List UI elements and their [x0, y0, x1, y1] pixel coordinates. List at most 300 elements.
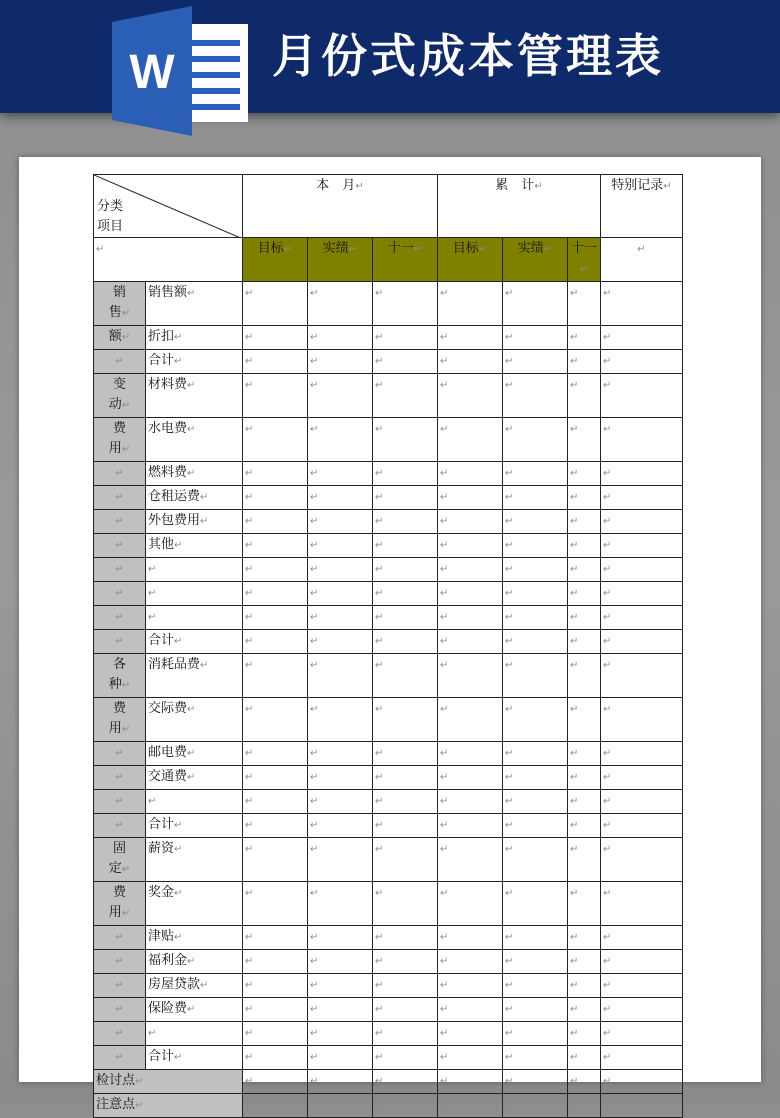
fixed-1-value-cell[interactable]: ↵: [601, 882, 683, 926]
sales-0-value-cell[interactable]: ↵: [568, 282, 601, 326]
table-row: [94, 350, 683, 374]
sales-2-value-cell[interactable]: ↵: [601, 350, 683, 374]
table-row: [94, 418, 683, 462]
variable-6-value-cell[interactable]: ↵: [373, 558, 438, 582]
item-label: 邮电费↵: [146, 742, 243, 766]
variable-7-value-cell[interactable]: ↵: [373, 582, 438, 606]
item-label: ↵: [146, 558, 243, 582]
category-cell: ↵: [94, 486, 146, 510]
variable-4-value-cell[interactable]: ↵: [503, 510, 568, 534]
variable-9-value-cell[interactable]: ↵: [243, 630, 308, 654]
category-cell: 费 用↵: [94, 418, 146, 462]
item-label: 水电费↵: [146, 418, 243, 462]
misc-3-value-cell[interactable]: ↵: [503, 766, 568, 790]
fixed-1-value-cell[interactable]: ↵: [243, 882, 308, 926]
sales-1-value-cell[interactable]: ↵: [568, 326, 601, 350]
fixed-5-value-cell[interactable]: ↵: [373, 998, 438, 1022]
header-blank: ↵: [94, 238, 243, 282]
misc-5-value-cell[interactable]: ↵: [438, 814, 503, 838]
table-row: [94, 558, 683, 582]
fixed-3-value-cell[interactable]: ↵: [601, 950, 683, 974]
variable-1-value-cell[interactable]: ↵: [601, 418, 683, 462]
category-cell: ↵: [94, 462, 146, 486]
item-label: 津贴↵: [146, 926, 243, 950]
variable-9-value-cell[interactable]: ↵: [503, 630, 568, 654]
misc-3-value-cell[interactable]: ↵: [243, 766, 308, 790]
item-label: 合计↵: [146, 350, 243, 374]
cum-actual-header: 实绩↵: [503, 238, 568, 282]
special-notes-header: 特别记录↵: [601, 175, 683, 238]
fixed-3-value-cell[interactable]: ↵: [308, 950, 373, 974]
variable-4-value-cell[interactable]: ↵: [308, 510, 373, 534]
variable-6-value-cell[interactable]: ↵: [243, 558, 308, 582]
variable-6-value-cell[interactable]: ↵: [601, 558, 683, 582]
document-page: [19, 157, 761, 1112]
table-row: [94, 606, 683, 630]
item-label: 消耗品费↵: [146, 654, 243, 698]
table-row: [94, 790, 683, 814]
fixed-2-value-cell[interactable]: ↵: [308, 926, 373, 950]
sales-1-value-cell[interactable]: ↵: [503, 326, 568, 350]
item-label: ↵: [146, 790, 243, 814]
variable-8-value-cell[interactable]: ↵: [503, 606, 568, 630]
variable-9-value-cell[interactable]: ↵: [568, 630, 601, 654]
variable-6-value-cell[interactable]: ↵: [438, 558, 503, 582]
misc-0-value-cell[interactable]: ↵: [503, 654, 568, 698]
fixed-7-value-cell[interactable]: ↵: [308, 1046, 373, 1070]
variable-8-value-cell[interactable]: ↵: [438, 606, 503, 630]
misc-2-value-cell[interactable]: ↵: [438, 742, 503, 766]
category-cell: ↵: [94, 742, 146, 766]
variable-2-value-cell[interactable]: ↵: [243, 462, 308, 486]
misc-4-value-cell[interactable]: ↵: [373, 790, 438, 814]
fixed-7-value-cell[interactable]: ↵: [601, 1046, 683, 1070]
item-label: 合计↵: [146, 630, 243, 654]
variable-5-value-cell[interactable]: ↵: [568, 534, 601, 558]
variable-3-value-cell[interactable]: ↵: [503, 486, 568, 510]
misc-2-value-cell[interactable]: ↵: [568, 742, 601, 766]
item-label: 交际费↵: [146, 698, 243, 742]
category-cell: ↵: [94, 630, 146, 654]
misc-1-value-cell[interactable]: ↵: [568, 698, 601, 742]
variable-7-value-cell[interactable]: ↵: [503, 582, 568, 606]
misc-4-value-cell[interactable]: ↵: [308, 790, 373, 814]
title-banner: [0, 0, 780, 113]
review-value-cell[interactable]: ↵: [243, 1070, 308, 1094]
sales-0-value-cell[interactable]: ↵: [438, 282, 503, 326]
variable-7-value-cell[interactable]: ↵: [243, 582, 308, 606]
corner-top-label: 分类: [97, 199, 124, 214]
variable-2-value-cell[interactable]: ↵: [568, 462, 601, 486]
fixed-6-value-cell[interactable]: ↵: [503, 1022, 568, 1046]
sales-2-value-cell[interactable]: ↵: [438, 350, 503, 374]
variable-8-value-cell[interactable]: ↵: [373, 606, 438, 630]
variable-7-value-cell[interactable]: ↵: [438, 582, 503, 606]
cost-table: [93, 174, 683, 1118]
fixed-3-value-cell[interactable]: ↵: [243, 950, 308, 974]
fixed-4-value-cell[interactable]: ↵: [568, 974, 601, 998]
notes-header-blank: ↵: [601, 238, 683, 282]
misc-5-value-cell[interactable]: ↵: [308, 814, 373, 838]
variable-5-value-cell[interactable]: ↵: [503, 534, 568, 558]
variable-4-value-cell[interactable]: ↵: [568, 510, 601, 534]
table-row: [94, 534, 683, 558]
category-cell: 变 动↵: [94, 374, 146, 418]
fixed-5-value-cell[interactable]: ↵: [308, 998, 373, 1022]
variable-5-value-cell[interactable]: ↵: [308, 534, 373, 558]
variable-4-value-cell[interactable]: ↵: [601, 510, 683, 534]
misc-1-value-cell[interactable]: ↵: [243, 698, 308, 742]
category-cell: ↵: [94, 766, 146, 790]
sales-1-value-cell[interactable]: ↵: [601, 326, 683, 350]
fixed-5-value-cell[interactable]: ↵: [243, 998, 308, 1022]
fixed-0-value-cell[interactable]: ↵: [568, 838, 601, 882]
variable-2-value-cell[interactable]: ↵: [373, 462, 438, 486]
variable-2-value-cell[interactable]: ↵: [601, 462, 683, 486]
misc-3-value-cell[interactable]: ↵: [601, 766, 683, 790]
variable-6-value-cell[interactable]: ↵: [568, 558, 601, 582]
fixed-5-value-cell[interactable]: ↵: [601, 998, 683, 1022]
table-row: [94, 766, 683, 790]
table-row: [94, 630, 683, 654]
month-diff-header: 十一↵: [373, 238, 438, 282]
category-cell: ↵: [94, 1022, 146, 1046]
table-row: [94, 1046, 683, 1070]
table-row: [94, 326, 683, 350]
table-row: [94, 882, 683, 926]
variable-0-value-cell[interactable]: ↵: [503, 374, 568, 418]
category-cell: ↵: [94, 926, 146, 950]
misc-5-value-cell[interactable]: ↵: [568, 814, 601, 838]
table-row: [94, 950, 683, 974]
misc-1-value-cell[interactable]: ↵: [438, 698, 503, 742]
misc-5-value-cell[interactable]: ↵: [243, 814, 308, 838]
fixed-0-value-cell[interactable]: ↵: [438, 838, 503, 882]
misc-5-value-cell[interactable]: ↵: [373, 814, 438, 838]
misc-2-value-cell[interactable]: ↵: [601, 742, 683, 766]
table-row: [94, 582, 683, 606]
misc-2-value-cell[interactable]: ↵: [243, 742, 308, 766]
month-header: 本 月↵: [243, 175, 438, 238]
fixed-1-value-cell[interactable]: ↵: [438, 882, 503, 926]
fixed-6-value-cell[interactable]: ↵: [243, 1022, 308, 1046]
fixed-7-value-cell[interactable]: ↵: [243, 1046, 308, 1070]
misc-3-value-cell[interactable]: ↵: [308, 766, 373, 790]
fixed-3-value-cell[interactable]: ↵: [503, 950, 568, 974]
table-row: [94, 282, 683, 326]
variable-2-value-cell[interactable]: ↵: [438, 462, 503, 486]
cum-target-header: 目标↵: [438, 238, 503, 282]
item-label: 交通费↵: [146, 766, 243, 790]
notes-value-cell[interactable]: ↵: [243, 1094, 308, 1118]
table-row: [94, 974, 683, 998]
fixed-7-value-cell[interactable]: ↵: [503, 1046, 568, 1070]
fixed-1-value-cell[interactable]: ↵: [568, 882, 601, 926]
variable-5-value-cell[interactable]: ↵: [438, 534, 503, 558]
variable-6-value-cell[interactable]: ↵: [308, 558, 373, 582]
fixed-7-value-cell[interactable]: ↵: [373, 1046, 438, 1070]
fixed-0-value-cell[interactable]: ↵: [243, 838, 308, 882]
fixed-5-value-cell[interactable]: ↵: [568, 998, 601, 1022]
item-label: 奖金↵: [146, 882, 243, 926]
item-label: ↵: [146, 606, 243, 630]
category-cell: 费 用↵: [94, 698, 146, 742]
sales-2-value-cell[interactable]: ↵: [243, 350, 308, 374]
misc-0-value-cell[interactable]: ↵: [438, 654, 503, 698]
variable-7-value-cell[interactable]: ↵: [601, 582, 683, 606]
fixed-5-value-cell[interactable]: ↵: [438, 998, 503, 1022]
table-row: [94, 814, 683, 838]
notes-label: 注意点↵: [94, 1094, 243, 1118]
variable-3-value-cell[interactable]: ↵: [438, 486, 503, 510]
misc-3-value-cell[interactable]: ↵: [373, 766, 438, 790]
review-value-cell[interactable]: ↵: [568, 1070, 601, 1094]
fixed-2-value-cell[interactable]: ↵: [438, 926, 503, 950]
fixed-1-value-cell[interactable]: ↵: [503, 882, 568, 926]
variable-0-value-cell[interactable]: ↵: [438, 374, 503, 418]
item-label: 房屋贷款↵: [146, 974, 243, 998]
fixed-3-value-cell[interactable]: ↵: [568, 950, 601, 974]
fixed-2-value-cell[interactable]: ↵: [568, 926, 601, 950]
sales-0-value-cell[interactable]: ↵: [243, 282, 308, 326]
variable-3-value-cell[interactable]: ↵: [308, 486, 373, 510]
variable-7-value-cell[interactable]: ↵: [568, 582, 601, 606]
review-value-cell[interactable]: ↵: [308, 1070, 373, 1094]
misc-0-value-cell[interactable]: ↵: [601, 654, 683, 698]
sales-0-value-cell[interactable]: ↵: [373, 282, 438, 326]
variable-0-value-cell[interactable]: ↵: [308, 374, 373, 418]
variable-8-value-cell[interactable]: ↵: [243, 606, 308, 630]
category-cell: ↵: [94, 350, 146, 374]
variable-0-value-cell[interactable]: ↵: [568, 374, 601, 418]
misc-1-value-cell[interactable]: ↵: [601, 698, 683, 742]
table-row: [94, 926, 683, 950]
review-label: 检讨点↵: [94, 1070, 243, 1094]
sales-0-value-cell[interactable]: ↵: [503, 282, 568, 326]
fixed-1-value-cell[interactable]: ↵: [373, 882, 438, 926]
fixed-2-value-cell[interactable]: ↵: [373, 926, 438, 950]
category-cell: ↵: [94, 814, 146, 838]
item-label: ↵: [146, 1022, 243, 1046]
variable-6-value-cell[interactable]: ↵: [503, 558, 568, 582]
variable-1-value-cell[interactable]: ↵: [503, 418, 568, 462]
variable-1-value-cell[interactable]: ↵: [438, 418, 503, 462]
sales-1-value-cell[interactable]: ↵: [438, 326, 503, 350]
misc-4-value-cell[interactable]: ↵: [601, 790, 683, 814]
variable-4-value-cell[interactable]: ↵: [373, 510, 438, 534]
fixed-0-value-cell[interactable]: ↵: [308, 838, 373, 882]
variable-5-value-cell[interactable]: ↵: [373, 534, 438, 558]
fixed-0-value-cell[interactable]: ↵: [601, 838, 683, 882]
table-row: [94, 698, 683, 742]
variable-0-value-cell[interactable]: ↵: [243, 374, 308, 418]
item-label: 仓租运费↵: [146, 486, 243, 510]
sales-0-value-cell[interactable]: ↵: [308, 282, 373, 326]
variable-1-value-cell[interactable]: ↵: [568, 418, 601, 462]
fixed-6-value-cell[interactable]: ↵: [308, 1022, 373, 1046]
misc-4-value-cell[interactable]: ↵: [438, 790, 503, 814]
item-label: 合计↵: [146, 1046, 243, 1070]
fixed-4-value-cell[interactable]: ↵: [373, 974, 438, 998]
category-cell: ↵: [94, 510, 146, 534]
item-label: ↵: [146, 582, 243, 606]
sales-1-value-cell[interactable]: ↵: [373, 326, 438, 350]
cum-diff-header: 十一↵: [568, 238, 601, 282]
item-label: 材料费↵: [146, 374, 243, 418]
table-row: [94, 838, 683, 882]
category-cell: ↵: [94, 950, 146, 974]
fixed-0-value-cell[interactable]: ↵: [503, 838, 568, 882]
misc-1-value-cell[interactable]: ↵: [503, 698, 568, 742]
misc-0-value-cell[interactable]: ↵: [243, 654, 308, 698]
variable-4-value-cell[interactable]: ↵: [438, 510, 503, 534]
item-label: 其他↵: [146, 534, 243, 558]
fixed-3-value-cell[interactable]: ↵: [438, 950, 503, 974]
fixed-6-value-cell[interactable]: ↵: [601, 1022, 683, 1046]
misc-3-value-cell[interactable]: ↵: [568, 766, 601, 790]
fixed-4-value-cell[interactable]: ↵: [243, 974, 308, 998]
fixed-4-value-cell[interactable]: ↵: [503, 974, 568, 998]
variable-5-value-cell[interactable]: ↵: [601, 534, 683, 558]
notes-value-cell[interactable]: ↵: [438, 1094, 503, 1118]
misc-5-value-cell[interactable]: ↵: [601, 814, 683, 838]
variable-1-value-cell[interactable]: ↵: [373, 418, 438, 462]
table-row: [94, 374, 683, 418]
category-cell: 费 用↵: [94, 882, 146, 926]
table-body: [94, 175, 683, 1118]
variable-0-value-cell[interactable]: ↵: [601, 374, 683, 418]
item-label: 销售额↵: [146, 282, 243, 326]
variable-3-value-cell[interactable]: ↵: [373, 486, 438, 510]
cumulative-header: 累 计↵: [438, 175, 601, 238]
misc-4-value-cell[interactable]: ↵: [568, 790, 601, 814]
table-row: [94, 742, 683, 766]
variable-1-value-cell[interactable]: ↵: [243, 418, 308, 462]
table-row: [94, 998, 683, 1022]
misc-0-value-cell[interactable]: ↵: [568, 654, 601, 698]
misc-2-value-cell[interactable]: ↵: [373, 742, 438, 766]
category-cell: ↵: [94, 998, 146, 1022]
fixed-7-value-cell[interactable]: ↵: [438, 1046, 503, 1070]
notes-value-cell[interactable]: ↵: [601, 1094, 683, 1118]
fixed-3-value-cell[interactable]: ↵: [373, 950, 438, 974]
corner-header: [94, 175, 243, 238]
variable-3-value-cell[interactable]: ↵: [568, 486, 601, 510]
variable-3-value-cell[interactable]: ↵: [601, 486, 683, 510]
category-cell: 额↵: [94, 326, 146, 350]
misc-0-value-cell[interactable]: ↵: [308, 654, 373, 698]
sales-2-value-cell[interactable]: ↵: [568, 350, 601, 374]
sales-2-value-cell[interactable]: ↵: [373, 350, 438, 374]
variable-9-value-cell[interactable]: ↵: [601, 630, 683, 654]
fixed-4-value-cell[interactable]: ↵: [601, 974, 683, 998]
table-row: [94, 462, 683, 486]
notes-value-cell[interactable]: ↵: [503, 1094, 568, 1118]
variable-5-value-cell[interactable]: ↵: [243, 534, 308, 558]
item-label: 燃料费↵: [146, 462, 243, 486]
page-title: 月份式成本管理表: [272, 29, 664, 83]
sales-1-value-cell[interactable]: ↵: [308, 326, 373, 350]
fixed-2-value-cell[interactable]: ↵: [601, 926, 683, 950]
fixed-6-value-cell[interactable]: ↵: [568, 1022, 601, 1046]
variable-4-value-cell[interactable]: ↵: [243, 510, 308, 534]
review-value-cell[interactable]: ↵: [373, 1070, 438, 1094]
sales-1-value-cell[interactable]: ↵: [243, 326, 308, 350]
misc-1-value-cell[interactable]: ↵: [373, 698, 438, 742]
category-cell: 销 售↵: [94, 282, 146, 326]
review-value-cell[interactable]: ↵: [503, 1070, 568, 1094]
fixed-1-value-cell[interactable]: ↵: [308, 882, 373, 926]
notes-value-cell[interactable]: ↵: [568, 1094, 601, 1118]
variable-9-value-cell[interactable]: ↵: [308, 630, 373, 654]
variable-8-value-cell[interactable]: ↵: [568, 606, 601, 630]
fixed-2-value-cell[interactable]: ↵: [243, 926, 308, 950]
item-label: 保险费↵: [146, 998, 243, 1022]
variable-0-value-cell[interactable]: ↵: [373, 374, 438, 418]
review-value-cell[interactable]: ↵: [601, 1070, 683, 1094]
item-label: 折扣↵: [146, 326, 243, 350]
misc-4-value-cell[interactable]: ↵: [243, 790, 308, 814]
sales-2-value-cell[interactable]: ↵: [308, 350, 373, 374]
item-label: 外包费用↵: [146, 510, 243, 534]
variable-1-value-cell[interactable]: ↵: [308, 418, 373, 462]
svg-text:W: W: [129, 46, 175, 99]
item-label: 合计↵: [146, 814, 243, 838]
variable-9-value-cell[interactable]: ↵: [438, 630, 503, 654]
month-target-header: 目标↵: [243, 238, 308, 282]
variable-8-value-cell[interactable]: ↵: [601, 606, 683, 630]
fixed-2-value-cell[interactable]: ↵: [503, 926, 568, 950]
misc-0-value-cell[interactable]: ↵: [373, 654, 438, 698]
table-row: [94, 1070, 683, 1094]
table-row: [94, 510, 683, 534]
variable-3-value-cell[interactable]: ↵: [243, 486, 308, 510]
fixed-6-value-cell[interactable]: ↵: [373, 1022, 438, 1046]
item-label: 薪资↵: [146, 838, 243, 882]
word-icon: [112, 6, 258, 136]
category-cell: 各 种↵: [94, 654, 146, 698]
variable-8-value-cell[interactable]: ↵: [308, 606, 373, 630]
fixed-5-value-cell[interactable]: ↵: [503, 998, 568, 1022]
item-label: 福利金↵: [146, 950, 243, 974]
category-cell: ↵: [94, 534, 146, 558]
month-actual-header: 实绩↵: [308, 238, 373, 282]
variable-2-value-cell[interactable]: ↵: [503, 462, 568, 486]
category-cell: ↵: [94, 606, 146, 630]
notes-value-cell[interactable]: ↵: [308, 1094, 373, 1118]
misc-4-value-cell[interactable]: ↵: [503, 790, 568, 814]
review-value-cell[interactable]: ↵: [438, 1070, 503, 1094]
misc-5-value-cell[interactable]: ↵: [503, 814, 568, 838]
fixed-6-value-cell[interactable]: ↵: [438, 1022, 503, 1046]
corner-bottom-label: 项目: [97, 219, 124, 234]
fixed-0-value-cell[interactable]: ↵: [373, 838, 438, 882]
sales-0-value-cell[interactable]: ↵: [601, 282, 683, 326]
sales-2-value-cell[interactable]: ↵: [503, 350, 568, 374]
variable-2-value-cell[interactable]: ↵: [308, 462, 373, 486]
variable-9-value-cell[interactable]: ↵: [373, 630, 438, 654]
notes-value-cell[interactable]: ↵: [373, 1094, 438, 1118]
fixed-4-value-cell[interactable]: ↵: [438, 974, 503, 998]
misc-2-value-cell[interactable]: ↵: [503, 742, 568, 766]
fixed-7-value-cell[interactable]: ↵: [568, 1046, 601, 1070]
misc-2-value-cell[interactable]: ↵: [308, 742, 373, 766]
misc-1-value-cell[interactable]: ↵: [308, 698, 373, 742]
variable-7-value-cell[interactable]: ↵: [308, 582, 373, 606]
fixed-4-value-cell[interactable]: ↵: [308, 974, 373, 998]
category-cell: ↵: [94, 790, 146, 814]
misc-3-value-cell[interactable]: ↵: [438, 766, 503, 790]
